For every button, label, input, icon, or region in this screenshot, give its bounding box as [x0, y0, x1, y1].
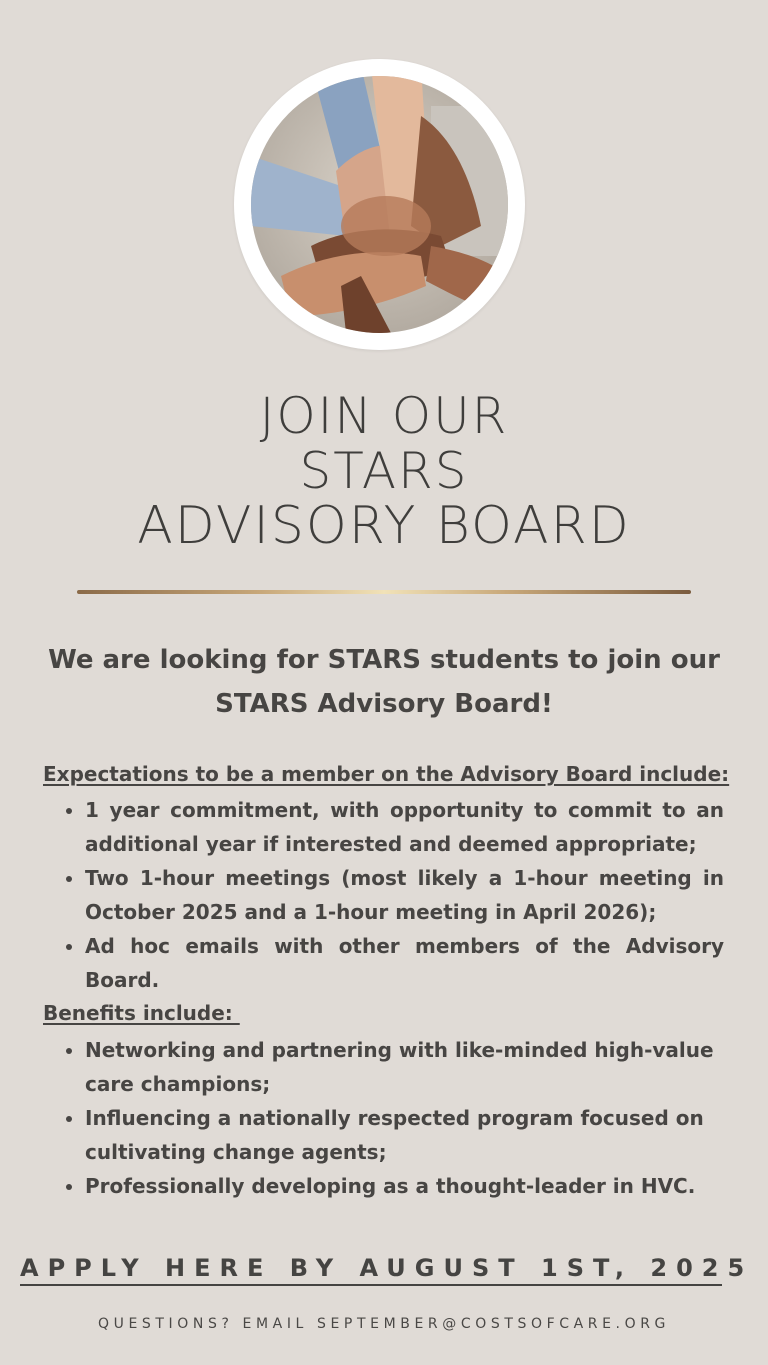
gold-divider — [77, 590, 691, 594]
list-item: Professionally developing as a thought-leader in HVC. — [0, 1169, 768, 1203]
title-line-1: JOIN OUR — [259, 387, 509, 445]
list-item: Influencing a nationally respected program focused on cultivating change agents; — [0, 1101, 768, 1169]
list-item: Ad hoc emails with other members of the Advisory Board. — [0, 929, 768, 997]
title-line-2: STARS — [299, 442, 469, 500]
intro-line-2: STARS Advisory Board! — [215, 689, 553, 719]
hands-stacked-photo — [251, 76, 508, 333]
hero-photo-frame — [234, 59, 525, 350]
list-item: 1 year commitment, with opportunity to commit to an additional year if interested and deemed appropriate; — [0, 793, 768, 861]
list-item: Networking and partnering with like-minded high-value care champions; — [0, 1033, 768, 1101]
title-line-3: ADVISORY BOARD — [137, 496, 631, 556]
intro-line-1: We are looking for STARS students to join our — [48, 645, 720, 675]
apply-link[interactable]: APPLY HERE BY AUGUST 1ST, 2025 — [20, 1254, 754, 1282]
list-item: Two 1-hour meetings (most likely a 1-hour meeting in October 2025 and a 1-hour meeting in April 2026); — [0, 861, 768, 929]
expectations-list — [0, 793, 768, 997]
apply-link-underline — [20, 1284, 722, 1286]
benefits-list — [0, 1033, 768, 1203]
questions-email-line: QUESTIONS? EMAIL SEPTEMBER@COSTSOFCARE.ORG — [97, 1316, 670, 1332]
expectations-heading: Expectations to be a member on the Advisory Board include: — [43, 762, 730, 786]
benefits-heading: Benefits include: — [43, 1001, 240, 1025]
